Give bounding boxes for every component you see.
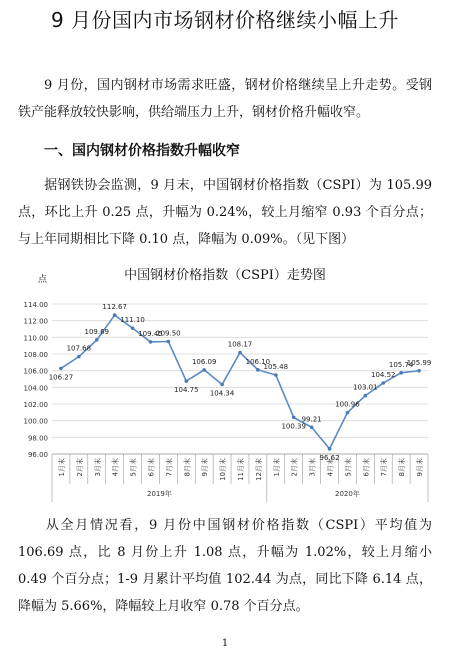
data-point [59, 367, 63, 371]
monthly-text: 从全月情况看，9 月份中国钢材价格指数（CSPI）平均值为 106.69 点，比 8 月份上升 1.08 点，升幅为 1.02%，较上月缩小 0.49 个百分点；1-9 月累计平均值 102.44 为点，同比下降 6.14 点，降幅为 5.66%，降幅较上月收窄 0.78 个百分点。 [18, 518, 432, 614]
x-tick-label: 4月末 [326, 458, 335, 477]
y-tick-label: 100.00 [23, 417, 48, 426]
data-label: 99.21 [301, 415, 322, 424]
data-point [417, 369, 421, 373]
x-tick-label: 8月末 [398, 458, 407, 477]
data-label: 104.34 [209, 389, 235, 398]
data-label: 103.01 [353, 383, 378, 392]
intro-paragraph [18, 72, 432, 126]
data-label: 109.50 [156, 329, 181, 338]
data-label: 106.27 [48, 373, 74, 382]
data-label: 105.99 [406, 358, 432, 367]
x-tick-label: 7月末 [380, 458, 389, 477]
group-label: 2020年 [335, 490, 360, 498]
x-tick-label: 3月末 [308, 458, 317, 477]
y-tick-label: 102.00 [23, 401, 48, 409]
index-text: 据钢铁协会监测，9 月末，中国钢材价格指数（CSPI）为 105.99 点，环比上升 0.25 点，升幅为 0.24%，较上月缩窄 0.93 个百分点；与上年同期相比下降 0.10 点，降幅为 0.09%。（见下图） [18, 178, 432, 247]
data-point [256, 368, 260, 372]
group-label: 2019年 [147, 490, 172, 498]
x-tick-label: 6月末 [362, 458, 371, 477]
y-tick-label: 104.00 [23, 384, 48, 393]
data-point [167, 340, 171, 344]
data-point [95, 338, 99, 342]
data-label: 105.48 [263, 363, 289, 371]
data-point [149, 340, 153, 344]
data-label: 105.74 [388, 360, 414, 369]
data-point [292, 416, 296, 420]
data-label: 107.68 [66, 344, 92, 353]
data-point [310, 425, 314, 429]
data-label: 96.62 [319, 453, 340, 462]
intro-text: 9 月份，国内钢材市场需求旺盛，钢材价格继续呈上升走势。受钢铁产能释放较快影响，供给端压力上升，钢材价格升幅收窄。 [18, 78, 432, 120]
page-number: 1 [221, 638, 229, 649]
x-tick-label: 1月末 [272, 458, 281, 477]
cspi-line-chart [14, 292, 434, 514]
x-tick-label: 5月末 [129, 458, 138, 477]
data-label: 111.10 [120, 316, 145, 325]
data-point [113, 313, 117, 317]
chart-title: 中国钢材价格指数（CSPI）走势图 [124, 268, 326, 283]
data-point [364, 394, 368, 398]
x-tick-label: 6月末 [147, 458, 156, 477]
x-tick-label: 9月末 [416, 458, 425, 477]
data-point [238, 351, 242, 355]
y-tick-label: 98.00 [27, 434, 48, 443]
y-tick-label: 110.00 [23, 334, 48, 343]
data-label: 109.69 [84, 327, 110, 336]
x-tick-label: 2月末 [75, 458, 84, 477]
y-tick-label: 96.00 [27, 451, 48, 459]
document-title: 9 月份国内市场钢材价格继续小幅上升 [50, 8, 400, 32]
data-label: 100.96 [335, 400, 360, 409]
data-point [184, 379, 188, 383]
x-tick-label: 11月末 [237, 458, 245, 481]
x-tick-label: 1月末 [57, 458, 66, 477]
data-label: 104.52 [370, 371, 396, 379]
x-tick-label: 12月末 [254, 458, 263, 481]
data-point [346, 411, 350, 415]
data-point [131, 326, 135, 330]
chart-unit-label: 点 [38, 275, 48, 285]
data-label: 106.10 [245, 357, 271, 366]
data-point [399, 371, 403, 375]
x-tick-label: 10月末 [219, 458, 228, 481]
y-tick-label: 114.00 [23, 301, 48, 309]
x-tick-label: 9月末 [201, 458, 210, 477]
series-line [61, 315, 419, 449]
y-tick-label: 106.00 [23, 367, 48, 376]
data-label: 106.09 [191, 357, 217, 366]
x-tick-label: 4月末 [111, 458, 120, 477]
x-tick-label: 8月末 [183, 458, 192, 477]
y-tick-label: 108.00 [23, 351, 48, 359]
data-label: 109.45 [138, 329, 163, 338]
data-label: 112.67 [102, 303, 127, 312]
y-tick-label: 112.00 [23, 317, 48, 326]
data-point [220, 383, 224, 387]
data-point [202, 368, 206, 372]
data-label: 104.75 [174, 386, 199, 395]
x-tick-label: 5月末 [344, 458, 353, 477]
x-tick-label: 3月末 [93, 458, 102, 477]
data-label: 100.39 [281, 422, 306, 431]
index-paragraph [18, 172, 432, 253]
section-heading: 一、国内钢材价格指数升幅收窄 [44, 143, 240, 159]
data-point [328, 447, 332, 451]
x-tick-label: 2月末 [290, 458, 299, 477]
monthly-paragraph [18, 512, 432, 620]
data-point [274, 373, 278, 377]
data-label: 108.17 [227, 340, 253, 349]
x-tick-label: 7月末 [165, 458, 174, 477]
data-point [77, 355, 81, 359]
data-point [381, 381, 385, 385]
